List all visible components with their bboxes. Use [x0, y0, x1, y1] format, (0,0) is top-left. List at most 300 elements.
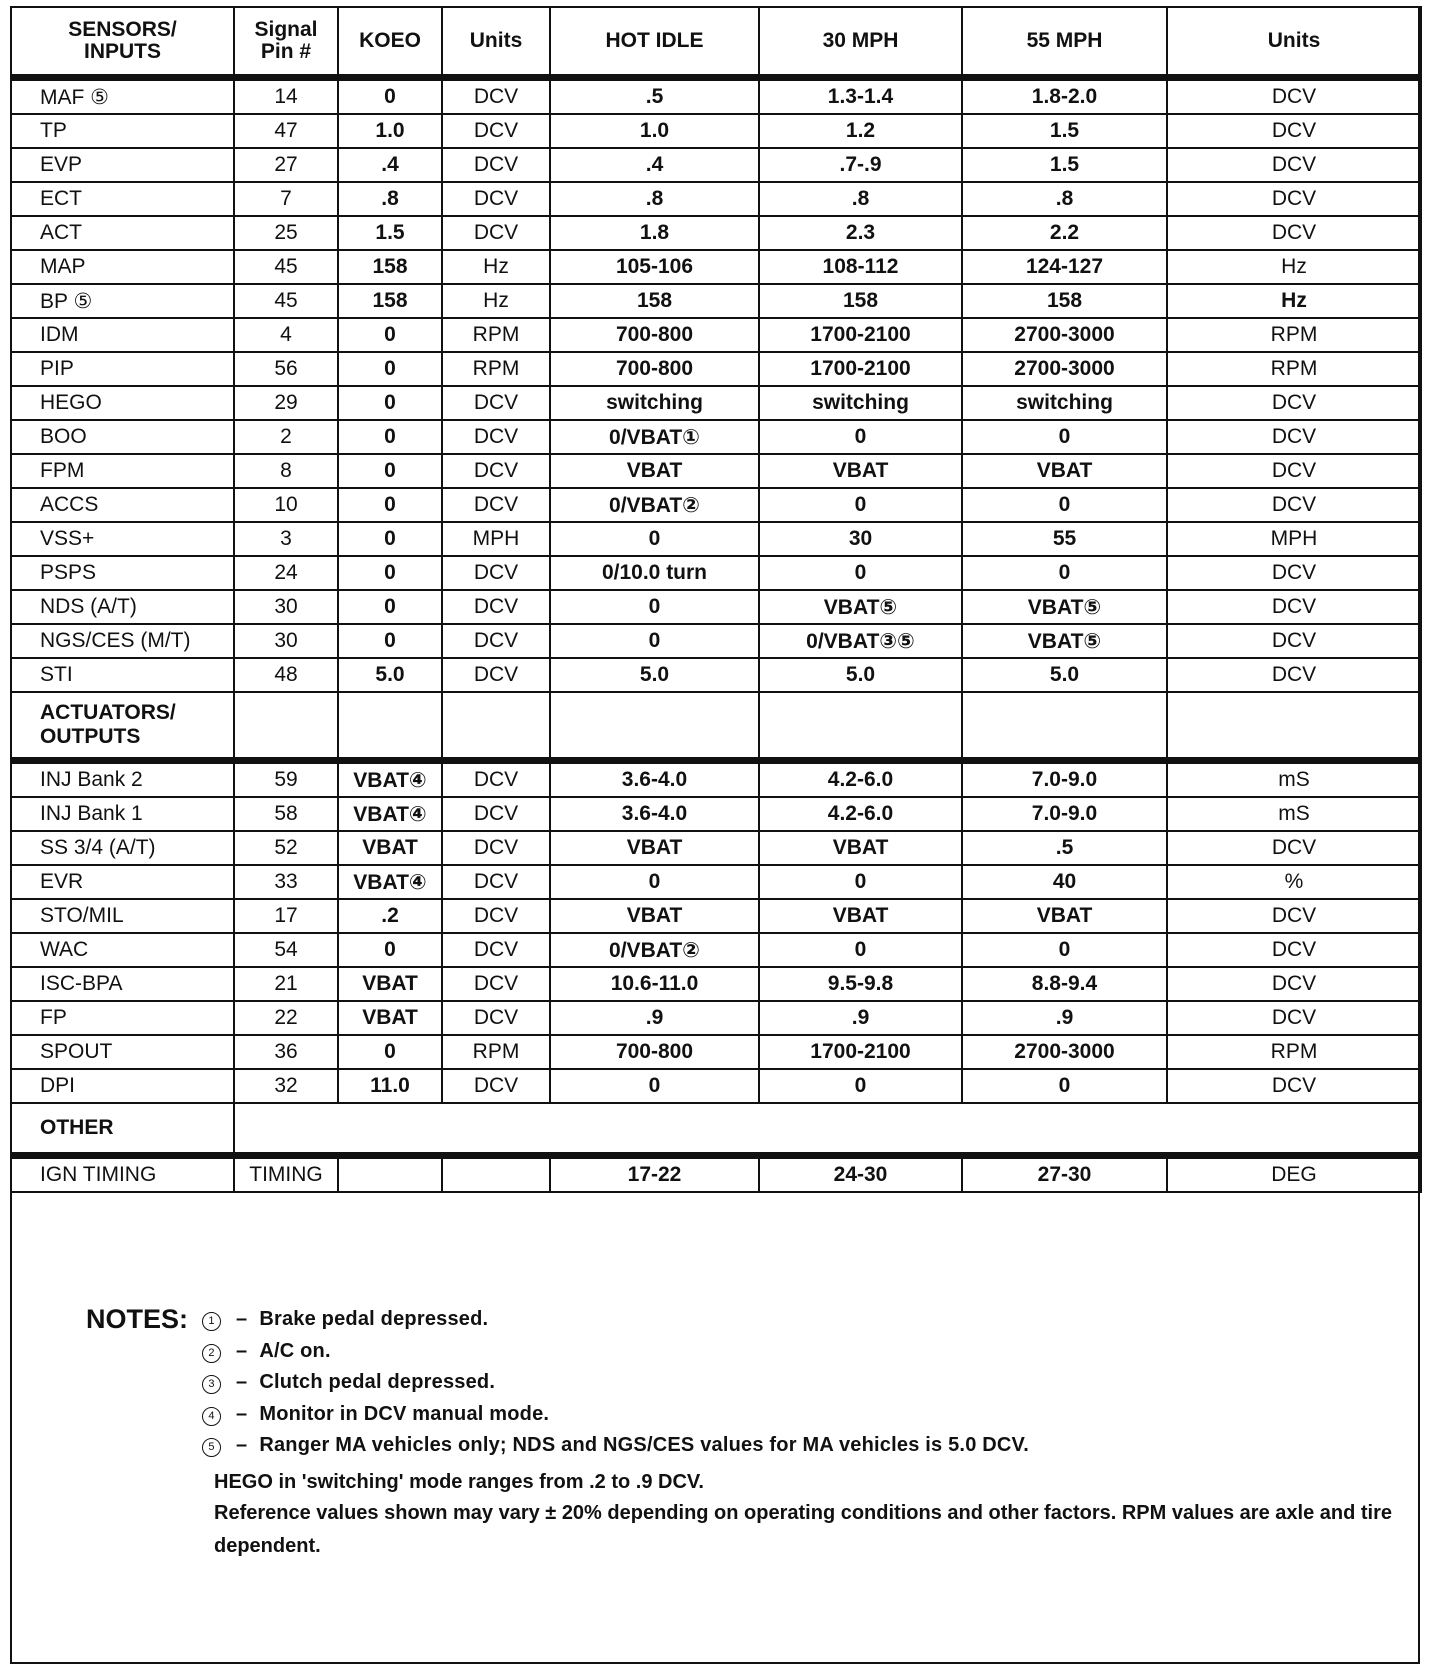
cell-mph30: VBAT: [759, 899, 962, 933]
note-hego: HEGO in 'switching' mode ranges from .2 to .9 DCV.: [214, 1471, 704, 1493]
table-row: [11, 556, 1421, 590]
note-dash: –: [236, 1308, 248, 1330]
cell-pin: 36: [234, 1035, 338, 1069]
cell-units2: %: [1167, 865, 1421, 899]
cell-name: BP ⑤: [11, 284, 234, 318]
cell-units: DCV: [442, 899, 550, 933]
cell-koeo: 11.0: [338, 1069, 442, 1103]
empty-cell: [338, 692, 442, 761]
cell-pin: 30: [234, 624, 338, 658]
table-row: [11, 114, 1421, 148]
table-row: [11, 318, 1421, 352]
cell-koeo: VBAT: [338, 967, 442, 1001]
cell-pin: 59: [234, 761, 338, 798]
cell-units2: DCV: [1167, 182, 1421, 216]
cell-units: RPM: [442, 318, 550, 352]
cell-pin: 21: [234, 967, 338, 1001]
note-text: A/C on.: [259, 1339, 331, 1362]
cell-name: TP: [11, 114, 234, 148]
cell-hot-idle: 700-800: [550, 318, 759, 352]
cell-units: DCV: [442, 624, 550, 658]
actuator-rows: [11, 761, 1421, 1104]
cell-units: DCV: [442, 78, 550, 115]
table-row: [11, 420, 1421, 454]
cell-mph55: VBAT⑤: [962, 624, 1167, 658]
cell-mph55: 158: [962, 284, 1167, 318]
table-row: [11, 386, 1421, 420]
table-row: [11, 284, 1421, 318]
cell-pin: 3: [234, 522, 338, 556]
cell-mph55: 55: [962, 522, 1167, 556]
cell-mph30: 4.2-6.0: [759, 797, 962, 831]
cell-units2: DCV: [1167, 1069, 1421, 1103]
cell-hot-idle: 0/10.0 turn: [550, 556, 759, 590]
cell-koeo: 0: [338, 352, 442, 386]
cell-hot-idle: 700-800: [550, 352, 759, 386]
table-row: [11, 250, 1421, 284]
header-55-mph: 55 MPH: [962, 7, 1167, 78]
cell-name: SPOUT: [11, 1035, 234, 1069]
cell-koeo: VBAT④: [338, 797, 442, 831]
cell-units: DCV: [442, 114, 550, 148]
note-item: [202, 1371, 495, 1394]
cell-mph30: 1700-2100: [759, 318, 962, 352]
cell-mph55: 8.8-9.4: [962, 967, 1167, 1001]
cell-pin: 45: [234, 250, 338, 284]
cell-pin: 33: [234, 865, 338, 899]
cell-koeo: 158: [338, 284, 442, 318]
cell-name: ECT: [11, 182, 234, 216]
header-hot-idle: HOT IDLE: [550, 7, 759, 78]
cell-units: RPM: [442, 1035, 550, 1069]
cell-units: [442, 1156, 550, 1193]
cell-units2: DCV: [1167, 420, 1421, 454]
note-dash: –: [236, 1339, 248, 1362]
cell-mph30: 0/VBAT③⑤: [759, 624, 962, 658]
cell-koeo: 0: [338, 454, 442, 488]
cell-koeo: 0: [338, 318, 442, 352]
table-row: [11, 1035, 1421, 1069]
table-row: [11, 216, 1421, 250]
cell-units: DCV: [442, 1069, 550, 1103]
cell-koeo: 0: [338, 420, 442, 454]
cell-name: ISC-BPA: [11, 967, 234, 1001]
cell-mph30: 30: [759, 522, 962, 556]
cell-pin: 45: [234, 284, 338, 318]
cell-name: PSPS: [11, 556, 234, 590]
table-row: [11, 797, 1421, 831]
header-units-right: Units: [1167, 7, 1421, 78]
cell-mph55: 7.0-9.0: [962, 761, 1167, 798]
cell-pin: 22: [234, 1001, 338, 1035]
cell-hot-idle: .8: [550, 182, 759, 216]
cell-hot-idle: 0/VBAT②: [550, 933, 759, 967]
note-item: [202, 1434, 1029, 1457]
cell-mph55: 2700-3000: [962, 318, 1167, 352]
empty-cell: [234, 1103, 1421, 1156]
cell-units: DCV: [442, 797, 550, 831]
cell-koeo: 0: [338, 590, 442, 624]
cell-pin: 32: [234, 1069, 338, 1103]
cell-hot-idle: .4: [550, 148, 759, 182]
cell-koeo: VBAT④: [338, 761, 442, 798]
table-row: [11, 352, 1421, 386]
cell-pin: 27: [234, 148, 338, 182]
cell-name: FPM: [11, 454, 234, 488]
cell-name: BOO: [11, 420, 234, 454]
cell-mph30: 0: [759, 488, 962, 522]
cell-hot-idle: 3.6-4.0: [550, 761, 759, 798]
header-koeo: KOEO: [338, 7, 442, 78]
table-row: [11, 761, 1421, 798]
empty-cell: [442, 692, 550, 761]
table-row: [11, 933, 1421, 967]
cell-units2: DCV: [1167, 933, 1421, 967]
cell-hot-idle: 0: [550, 522, 759, 556]
cell-mph55: .9: [962, 1001, 1167, 1035]
cell-mph30: VBAT⑤: [759, 590, 962, 624]
cell-mph30: 1.3-1.4: [759, 78, 962, 115]
table-row: [11, 78, 1421, 115]
cell-units: DCV: [442, 590, 550, 624]
cell-units: DCV: [442, 933, 550, 967]
cell-mph55: 40: [962, 865, 1167, 899]
cell-units2: Hz: [1167, 250, 1421, 284]
table-row: [11, 967, 1421, 1001]
cell-mph30: 108-112: [759, 250, 962, 284]
cell-units2: mS: [1167, 761, 1421, 798]
cell-mph55: VBAT⑤: [962, 590, 1167, 624]
cell-mph30: 0: [759, 933, 962, 967]
cell-pin: 48: [234, 658, 338, 692]
cell-koeo: 0: [338, 488, 442, 522]
cell-mph55: switching: [962, 386, 1167, 420]
cell-mph30: 0: [759, 556, 962, 590]
cell-name: NGS/CES (M/T): [11, 624, 234, 658]
cell-koeo: 0: [338, 1035, 442, 1069]
section-row: [11, 692, 1421, 761]
cell-mph30: 9.5-9.8: [759, 967, 962, 1001]
cell-mph30: .8: [759, 182, 962, 216]
cell-mph55: 1.5: [962, 114, 1167, 148]
cell-pin: 2: [234, 420, 338, 454]
cell-name: STO/MIL: [11, 899, 234, 933]
cell-units: RPM: [442, 352, 550, 386]
cell-units2: MPH: [1167, 522, 1421, 556]
cell-mph30: 1.2: [759, 114, 962, 148]
cell-name: FP: [11, 1001, 234, 1035]
cell-name: VSS+: [11, 522, 234, 556]
cell-hot-idle: 0: [550, 865, 759, 899]
cell-koeo: VBAT④: [338, 865, 442, 899]
cell-units2: Hz: [1167, 284, 1421, 318]
cell-koeo: 0: [338, 386, 442, 420]
cell-name: INJ Bank 2: [11, 761, 234, 798]
cell-name: ACT: [11, 216, 234, 250]
cell-mph30: 1700-2100: [759, 352, 962, 386]
cell-name: MAP: [11, 250, 234, 284]
note-reference: Reference values shown may vary ± 20% depending on operating conditions and other factors. RPM values are axle and tire dependent.: [214, 1502, 1392, 1557]
note-item: [202, 1403, 549, 1426]
cell-mph55: 0: [962, 556, 1167, 590]
cell-pin: 25: [234, 216, 338, 250]
cell-koeo: 0: [338, 556, 442, 590]
cell-mph30: .9: [759, 1001, 962, 1035]
other-rows: [11, 1156, 1421, 1193]
table-row: [11, 590, 1421, 624]
table-row: [11, 488, 1421, 522]
empty-cell: [962, 692, 1167, 761]
section-actuators-heading: ACTUATORS/ OUTPUTS: [11, 692, 234, 761]
cell-units2: DCV: [1167, 216, 1421, 250]
cell-units: DCV: [442, 967, 550, 1001]
cell-koeo: .8: [338, 182, 442, 216]
note-text: Ranger MA vehicles only; NDS and NGS/CES values for MA vehicles is 5.0 DCV.: [259, 1434, 1030, 1456]
cell-hot-idle: 17-22: [550, 1156, 759, 1193]
table-row: [11, 148, 1421, 182]
cell-name: NDS (A/T): [11, 590, 234, 624]
reference-values-sheet: [10, 6, 1420, 1664]
note-item: [202, 1308, 488, 1331]
note-number-circle: 1: [202, 1312, 221, 1331]
cell-units: DCV: [442, 386, 550, 420]
table-row: [11, 1069, 1421, 1103]
cell-units: Hz: [442, 250, 550, 284]
cell-units2: DEG: [1167, 1156, 1421, 1193]
cell-units2: RPM: [1167, 1035, 1421, 1069]
reference-values-table: [10, 6, 1422, 1193]
cell-units2: DCV: [1167, 658, 1421, 692]
cell-pin: TIMING: [234, 1156, 338, 1193]
table-row: [11, 865, 1421, 899]
cell-mph30: 1700-2100: [759, 1035, 962, 1069]
other-section: [11, 1103, 1421, 1156]
cell-units2: DCV: [1167, 454, 1421, 488]
cell-units2: DCV: [1167, 624, 1421, 658]
cell-mph55: 2.2: [962, 216, 1167, 250]
cell-hot-idle: VBAT: [550, 454, 759, 488]
cell-name: EVP: [11, 148, 234, 182]
cell-pin: 10: [234, 488, 338, 522]
cell-hot-idle: .5: [550, 78, 759, 115]
cell-pin: 17: [234, 899, 338, 933]
cell-units: DCV: [442, 148, 550, 182]
cell-units: MPH: [442, 522, 550, 556]
cell-name: INJ Bank 1: [11, 797, 234, 831]
empty-cell: [550, 692, 759, 761]
note-number-circle: 2: [202, 1344, 221, 1363]
cell-mph55: VBAT: [962, 454, 1167, 488]
cell-units: DCV: [442, 420, 550, 454]
cell-mph30: 0: [759, 420, 962, 454]
cell-mph30: 0: [759, 865, 962, 899]
cell-units2: DCV: [1167, 386, 1421, 420]
cell-mph55: 27-30: [962, 1156, 1167, 1193]
cell-mph55: 1.8-2.0: [962, 78, 1167, 115]
cell-pin: 30: [234, 590, 338, 624]
cell-hot-idle: 0: [550, 624, 759, 658]
cell-pin: 52: [234, 831, 338, 865]
cell-pin: 14: [234, 78, 338, 115]
note-number-circle: 5: [202, 1438, 221, 1457]
cell-name: SS 3/4 (A/T): [11, 831, 234, 865]
table-row: [11, 624, 1421, 658]
cell-mph55: 2700-3000: [962, 1035, 1167, 1069]
table-row: [11, 899, 1421, 933]
cell-koeo: 0: [338, 78, 442, 115]
cell-mph55: 0: [962, 488, 1167, 522]
table-row: [11, 831, 1421, 865]
cell-units2: DCV: [1167, 488, 1421, 522]
cell-units: DCV: [442, 216, 550, 250]
cell-pin: 58: [234, 797, 338, 831]
table-row: [11, 1001, 1421, 1035]
cell-mph55: .8: [962, 182, 1167, 216]
cell-units2: DCV: [1167, 899, 1421, 933]
sensor-rows: [11, 78, 1421, 693]
cell-units2: RPM: [1167, 352, 1421, 386]
header-row: [11, 7, 1421, 78]
cell-pin: 54: [234, 933, 338, 967]
cell-name: ACCS: [11, 488, 234, 522]
note-number-circle: 3: [202, 1375, 221, 1394]
cell-units: DCV: [442, 556, 550, 590]
note-item: [202, 1340, 331, 1363]
cell-units2: DCV: [1167, 114, 1421, 148]
cell-hot-idle: VBAT: [550, 831, 759, 865]
cell-name: PIP: [11, 352, 234, 386]
cell-units2: DCV: [1167, 78, 1421, 115]
cell-units: DCV: [442, 831, 550, 865]
cell-hot-idle: 700-800: [550, 1035, 759, 1069]
table-row: [11, 658, 1421, 692]
cell-mph30: 2.3: [759, 216, 962, 250]
cell-units: DCV: [442, 454, 550, 488]
note-number-circle: 4: [202, 1407, 221, 1426]
cell-koeo: VBAT: [338, 831, 442, 865]
table-row: [11, 1156, 1421, 1193]
cell-units2: DCV: [1167, 148, 1421, 182]
cell-mph30: 5.0: [759, 658, 962, 692]
header-sensors-inputs: SENSORS/ INPUTS: [11, 7, 234, 78]
cell-hot-idle: 158: [550, 284, 759, 318]
note-dash: –: [236, 1371, 248, 1393]
cell-mph55: 0: [962, 933, 1167, 967]
cell-mph30: 4.2-6.0: [759, 761, 962, 798]
cell-mph55: 124-127: [962, 250, 1167, 284]
cell-name: DPI: [11, 1069, 234, 1103]
section-other-heading: OTHER: [11, 1103, 234, 1156]
cell-mph30: 24-30: [759, 1156, 962, 1193]
cell-pin: 8: [234, 454, 338, 488]
cell-pin: 24: [234, 556, 338, 590]
empty-cell: [759, 692, 962, 761]
note-dash: –: [236, 1434, 248, 1456]
cell-hot-idle: 3.6-4.0: [550, 797, 759, 831]
cell-mph30: 158: [759, 284, 962, 318]
empty-cell: [1167, 692, 1421, 761]
table-row: [11, 182, 1421, 216]
header-30-mph: 30 MPH: [759, 7, 962, 78]
cell-koeo: .4: [338, 148, 442, 182]
cell-koeo: [338, 1156, 442, 1193]
cell-hot-idle: 0: [550, 590, 759, 624]
cell-units2: DCV: [1167, 590, 1421, 624]
cell-units2: DCV: [1167, 967, 1421, 1001]
cell-hot-idle: 105-106: [550, 250, 759, 284]
cell-units2: DCV: [1167, 1001, 1421, 1035]
header-signal-pin: Signal Pin #: [234, 7, 338, 78]
header-units: Units: [442, 7, 550, 78]
cell-koeo: 0: [338, 522, 442, 556]
cell-mph30: .7-.9: [759, 148, 962, 182]
cell-mph30: 0: [759, 1069, 962, 1103]
cell-name: MAF ⑤: [11, 78, 234, 115]
cell-koeo: 0: [338, 624, 442, 658]
cell-mph55: 7.0-9.0: [962, 797, 1167, 831]
note-text: Monitor in DCV manual mode.: [259, 1402, 550, 1425]
cell-units2: RPM: [1167, 318, 1421, 352]
cell-pin: 47: [234, 114, 338, 148]
cell-mph55: VBAT: [962, 899, 1167, 933]
cell-mph55: 1.5: [962, 148, 1167, 182]
cell-units: DCV: [442, 182, 550, 216]
cell-hot-idle: VBAT: [550, 899, 759, 933]
note-dash: –: [236, 1402, 248, 1425]
cell-hot-idle: 5.0: [550, 658, 759, 692]
cell-units2: mS: [1167, 797, 1421, 831]
cell-units2: DCV: [1167, 831, 1421, 865]
cell-hot-idle: 0/VBAT②: [550, 488, 759, 522]
cell-koeo: 158: [338, 250, 442, 284]
cell-mph30: VBAT: [759, 454, 962, 488]
cell-name: HEGO: [11, 386, 234, 420]
cell-hot-idle: 0/VBAT①: [550, 420, 759, 454]
table-row: [11, 454, 1421, 488]
cell-koeo: 1.0: [338, 114, 442, 148]
cell-koeo: 1.5: [338, 216, 442, 250]
cell-hot-idle: 1.0: [550, 114, 759, 148]
cell-pin: 29: [234, 386, 338, 420]
cell-units: DCV: [442, 761, 550, 798]
section-row: [11, 1103, 1421, 1156]
empty-cell: [234, 692, 338, 761]
cell-mph55: 2700-3000: [962, 352, 1167, 386]
notes-heading: NOTES:: [86, 1304, 189, 1334]
cell-koeo: 5.0: [338, 658, 442, 692]
cell-name: STI: [11, 658, 234, 692]
cell-name: WAC: [11, 933, 234, 967]
cell-hot-idle: .9: [550, 1001, 759, 1035]
cell-name: EVR: [11, 865, 234, 899]
cell-pin: 4: [234, 318, 338, 352]
cell-koeo: 0: [338, 933, 442, 967]
cell-units: DCV: [442, 1001, 550, 1035]
cell-koeo: VBAT: [338, 1001, 442, 1035]
cell-hot-idle: switching: [550, 386, 759, 420]
cell-mph30: VBAT: [759, 831, 962, 865]
cell-units2: DCV: [1167, 556, 1421, 590]
note-text: Brake pedal depressed.: [259, 1308, 489, 1330]
cell-pin: 56: [234, 352, 338, 386]
cell-hot-idle: 10.6-11.0: [550, 967, 759, 1001]
cell-units: DCV: [442, 488, 550, 522]
cell-mph55: 5.0: [962, 658, 1167, 692]
cell-hot-idle: 0: [550, 1069, 759, 1103]
cell-units: DCV: [442, 658, 550, 692]
cell-mph55: 0: [962, 1069, 1167, 1103]
cell-mph30: switching: [759, 386, 962, 420]
